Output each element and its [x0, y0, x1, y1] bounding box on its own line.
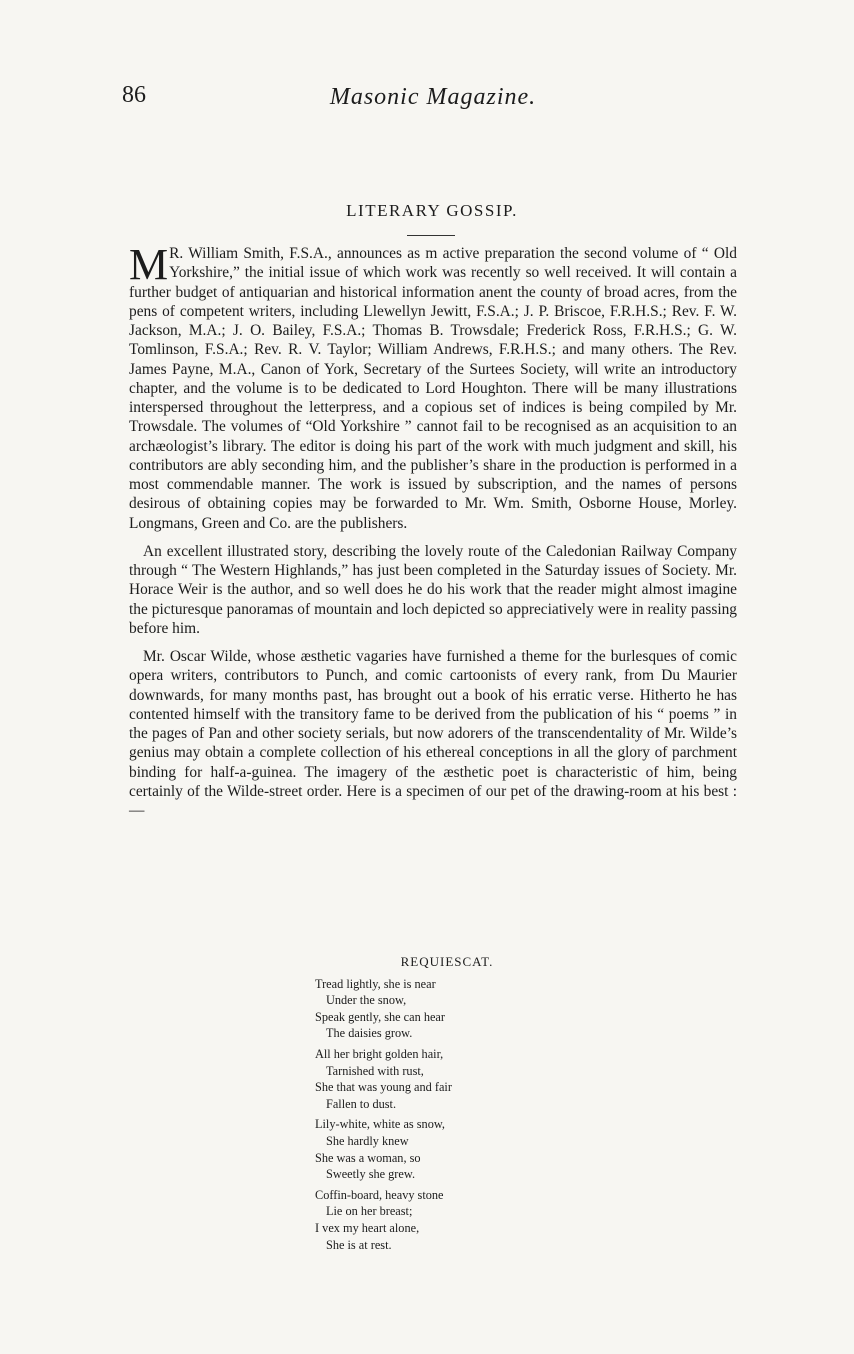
article-title: LITERARY GOSSIP. [346, 201, 518, 220]
stanza [315, 1187, 555, 1253]
stanza [315, 1116, 555, 1182]
poem-line: Lily-white, white as snow, [315, 1117, 446, 1132]
poem-line: Coffin-board, heavy stone [315, 1187, 444, 1202]
poem-title: REQUIESCAT. [400, 954, 494, 969]
poem-line: The daisies grow. [326, 1026, 413, 1041]
stanza [315, 976, 555, 1042]
poem-line: She hardly knew [326, 1133, 409, 1148]
paragraph-2: An excellent illustrated story, describing the lovely route of the Caledonian Railway Company through “ The Western Highlands,” has just been completed in the Saturday issues of Society. Mr. Horace Weir is the author, and so well does he do his work that the reader might almost imagine the picturesque panoramas of mountain and loch depicted so appreciatively were in reality passing before him. [129, 542, 737, 637]
poem-line: Fallen to dust. [326, 1096, 397, 1111]
poem-line: Speak gently, she can hear [315, 1009, 445, 1024]
paragraph-1-text: R. William Smith, F.S.A., announces as m active preparation the second volume of “ Old Yorkshire,” the initial issue of which work was recently so well received. It will contain a further budget of antiquarian and historical information anent the county of broad acres, from the pens of competent writers, including Llewellyn Jewitt, F.S.A.; J. P. Briscoe, F.R.H.S.; Rev. F. W. Jackson, M.A.; J. O. Bailey, F.S.A.; Thomas B. Trowsdale; Frederick Ross, F.R.H.S.; G. W. Tomlinson, F.S.A.; Rev. R. V. Taylor; William Andrews, F.R.H.S.; and many others. The Rev. James Payne, M.A., Canon of York, Secretary of the Surtees Society, will write an introductory chapter, and the volume is to be dedicated to Lord Houghton. There will be many illustrations interspersed throughout the letterpress, and a copious set of indices is being compiled by Mr. Trowsdale. The volumes of “Old Yorkshire ” cannot fail to be recognised as an acquisition to an archæologist’s library. The editor is doing his part of the work with much judgment and skill, his contributors are ably seconding him, and the publisher’s share in the production is performed in a most commendable manner. The work is issued by subscription, and the names of persons desirous of obtaining copies may be forwarded to Mr. Wm. Smith, Osborne House, Morley. Longmans, Green and Co. are the publishers. [129, 245, 737, 532]
poem [315, 954, 555, 1257]
poem-line: She was a woman, so [315, 1150, 421, 1165]
poem-line: She that was young and fair [315, 1080, 452, 1095]
poem-line: Lie on her breast; [326, 1204, 413, 1219]
poem-line: Tarnished with rust, [326, 1063, 424, 1078]
poem-line: Sweetly she grew. [326, 1167, 416, 1182]
running-title: Masonic Magazine. [329, 84, 537, 110]
drop-cap: M [129, 240, 169, 289]
poem-line: I vex my heart alone, [315, 1220, 420, 1235]
poem-line: She is at rest. [326, 1237, 392, 1252]
title-divider [407, 235, 455, 236]
article-body [129, 240, 737, 820]
poem-line: Under the snow, [326, 993, 407, 1008]
poem-line: Tread lightly, she is near [315, 976, 436, 991]
page-number: 86 [122, 82, 146, 108]
poem-line: All her bright golden hair, [315, 1046, 444, 1061]
paragraph-3: Mr. Oscar Wilde, whose æsthetic vagaries have furnished a theme for the burlesques of comic opera writers, contributors to Punch, and comic cartoonists of every rank, from Du Maurier downwards, for many months past, has brought out a book of his erratic verse. Hitherto he has contented himself with the transitory fame to be derived from the publication of his “ poems ” in the pages of Pan and other society serials, but now adorers of the transcendentality of Mr. Wilde’s genius may obtain a complete collection of his ethereal conceptions in all the glory of parchment binding for half-a-guinea. The imagery of the æsthetic poet is characteristic of him, being certainly of the Wilde-street order. Here is a specimen of our pet of the drawing-room at his best :— [129, 648, 737, 819]
stanza [315, 1046, 555, 1112]
paragraph-1 [129, 240, 737, 533]
